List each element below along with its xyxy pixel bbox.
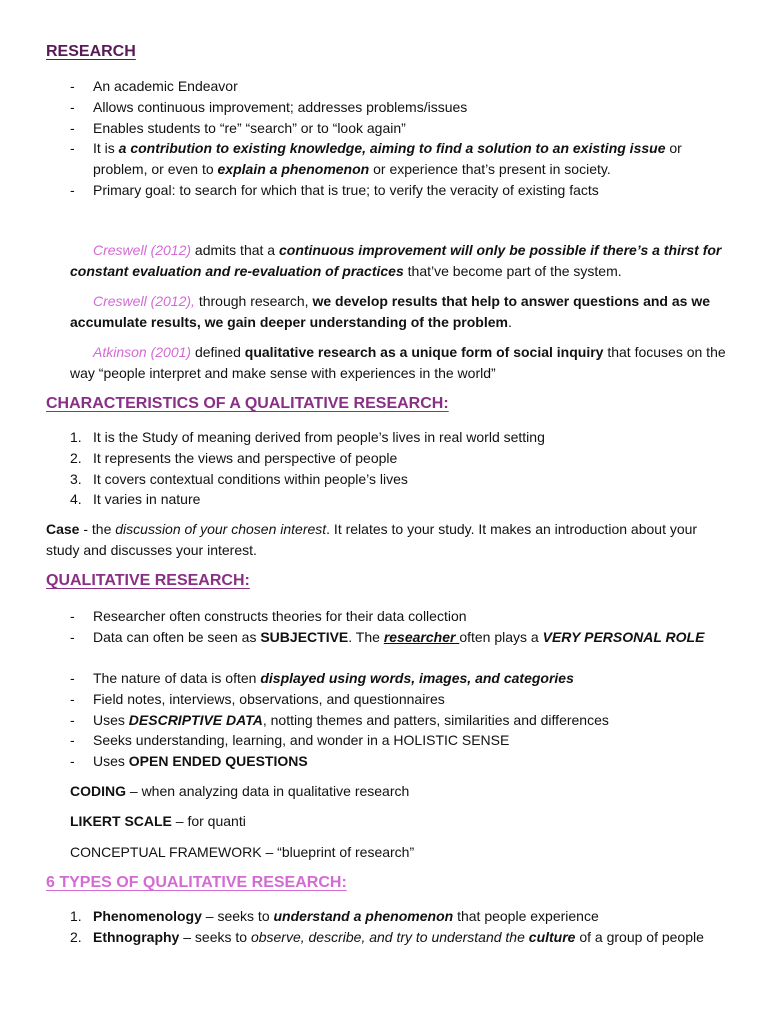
bullet-marker: - (70, 628, 75, 645)
citation: Atkinson (2001) (93, 344, 192, 360)
text-run: discussion of your chosen interest (115, 521, 327, 537)
text-run: Phenomenology (93, 908, 202, 924)
qualitative-bullet-list-a (46, 606, 736, 648)
text-run: The nature of data is often (93, 670, 261, 686)
case-paragraph (46, 519, 730, 561)
text-run: It varies in nature (93, 491, 201, 508)
text-run: OPEN ENDED QUESTIONS (128, 753, 308, 770)
qualitative-bullet (46, 730, 736, 751)
text-run: or problem, or even to (93, 140, 682, 178)
qualitative-bullet (46, 710, 736, 731)
text-run: that focuses on the way “people interpret and make sense with experiences in the world” (70, 344, 726, 381)
text-run: Researcher often constructs theories for their data collection (93, 608, 467, 624)
text-run: . (507, 313, 512, 330)
bullet-marker: - (70, 78, 75, 94)
text-run: LIKERT SCALE (70, 813, 172, 829)
text-run: or experience that’s present in society. (369, 161, 611, 178)
text-run: defined (191, 344, 245, 360)
research-bullet (46, 76, 736, 97)
text-run: of a group of people (575, 928, 704, 945)
text-run: It covers contextual conditions within people’s lives (93, 470, 408, 487)
text-run: DESCRIPTIVE DATA (128, 711, 263, 728)
text-run: that people experience (453, 908, 599, 924)
bullet-marker: - (70, 690, 75, 707)
coding-definition (70, 781, 730, 802)
text-run: SUBJECTIVE (260, 628, 349, 645)
text-run: – seeks to (179, 928, 251, 945)
list-number: 2. (70, 928, 82, 945)
list-number: 3. (70, 470, 82, 487)
characteristics-list (46, 427, 736, 510)
citation: Creswell (2012) (93, 242, 192, 258)
research-heading: RESEARCH (46, 43, 136, 60)
research-bullet (46, 97, 736, 118)
text-run: a contribution to existing knowledge, aiming to find a solution to an existing issue (118, 140, 666, 157)
text-run: – seeks to (201, 908, 274, 924)
text-run: researcher (383, 628, 460, 645)
bullet-marker: - (70, 181, 75, 198)
qualitative-heading: QUALITATIVE RESEARCH: (46, 572, 250, 589)
text-run: Data can often be seen as (93, 628, 261, 645)
qualitative-bullet-list-b (46, 668, 736, 772)
research-type-item (46, 906, 736, 927)
creswell-quote-2 (70, 291, 730, 333)
bullet-marker: - (70, 753, 75, 770)
text-run: Uses (93, 753, 129, 770)
research-bullet-list (46, 76, 736, 201)
text-run: often plays a (459, 628, 543, 645)
text-run: Ethnography (93, 928, 180, 945)
characteristic-item (46, 448, 736, 469)
text-run: culture (528, 928, 576, 945)
list-number: 1. (70, 429, 82, 445)
qualitative-bullet (46, 751, 736, 772)
bullet-marker: - (70, 732, 75, 749)
conceptual-framework-definition (70, 842, 730, 863)
list-number: 4. (70, 491, 82, 508)
bullet-marker: - (70, 711, 75, 728)
qualitative-bullet (46, 627, 736, 648)
text-run: Primary goal: to search for which that is true; to verify the veracity of existing facts (93, 181, 599, 198)
types-list (46, 906, 736, 968)
citation: Creswell (2012), (93, 293, 195, 309)
text-run: displayed using words, images, and categories (260, 670, 574, 686)
text-run: – when analyzing data in qualitative research (126, 783, 410, 799)
text-run: that’ve become part of the system. (403, 262, 622, 279)
characteristic-item (46, 489, 736, 510)
text-run: Field notes, interviews, observations, and questionnaires (93, 690, 445, 707)
characteristic-item (46, 427, 736, 448)
text-run: - the (79, 521, 116, 537)
text-run: It is (93, 140, 119, 157)
text-run: . It relates to your study. It makes an introduction about your study and discusses your interest. (46, 521, 698, 558)
bullet-marker: - (70, 98, 75, 115)
text-run: Seeks understanding, learning, and wonder in a HOLISTIC SENSE (93, 732, 510, 749)
bullet-marker: - (70, 140, 75, 157)
research-bullet (46, 180, 736, 201)
bullet-marker: - (70, 670, 75, 686)
text-run: continuous improvement will only be possible if there’s a thirst for constant evaluation and re-evaluation of practices (70, 242, 722, 279)
research-bullet (46, 118, 736, 139)
research-type-item (46, 927, 736, 969)
text-run: Case (46, 521, 80, 537)
text-run: – for quanti (171, 813, 246, 829)
characteristic-item (46, 469, 736, 490)
text-run: understand a phenomenon (273, 908, 454, 924)
atkinson-quote (70, 342, 730, 384)
text-run: It represents the views and perspective of people (93, 449, 398, 466)
types-heading: 6 TYPES OF QUALITATIVE RESEARCH: (46, 874, 347, 891)
text-run: through research, (194, 293, 313, 309)
text-run: VERY PERSONAL ROLE (542, 628, 705, 645)
bullet-marker: - (70, 608, 75, 624)
text-run: explain a phenomenon (217, 161, 370, 178)
likert-scale-definition (70, 811, 730, 832)
text-run: , notting themes and patters, similarities and differences (262, 711, 609, 728)
qualitative-bullet (46, 689, 736, 710)
text-run: Allows continuous improvement; addresses problems/issues (93, 98, 468, 115)
qualitative-bullet (46, 668, 736, 689)
text-run: Uses (93, 711, 129, 728)
text-run: An academic Endeavor (93, 78, 238, 94)
characteristics-heading: CHARACTERISTICS OF A QUALITATIVE RESEARCH: (46, 395, 449, 412)
list-number: 2. (70, 449, 82, 466)
text-run: It is the Study of meaning derived from people’s lives in real world setting (93, 429, 545, 445)
text-run: we develop results that help to answer questions and as we accumulate results, we gain deeper understanding of the problem (70, 293, 710, 330)
bullet-marker: - (70, 119, 75, 136)
text-run: admits that a (191, 242, 279, 258)
text-run: . The (348, 628, 384, 645)
list-number: 1. (70, 908, 82, 924)
text-run: qualitative research as a unique form of social inquiry (244, 344, 604, 360)
text-run: observe, describe, and try to understand the (250, 928, 529, 945)
research-bullet (46, 138, 736, 180)
text-run: CONCEPTUAL FRAMEWORK – “blueprint of research” (70, 844, 415, 860)
qualitative-bullet (46, 606, 736, 627)
creswell-quote-1 (70, 240, 730, 282)
text-run: CODING (70, 783, 126, 799)
text-run: Enables students to “re” “search” or to “look again” (93, 119, 406, 136)
